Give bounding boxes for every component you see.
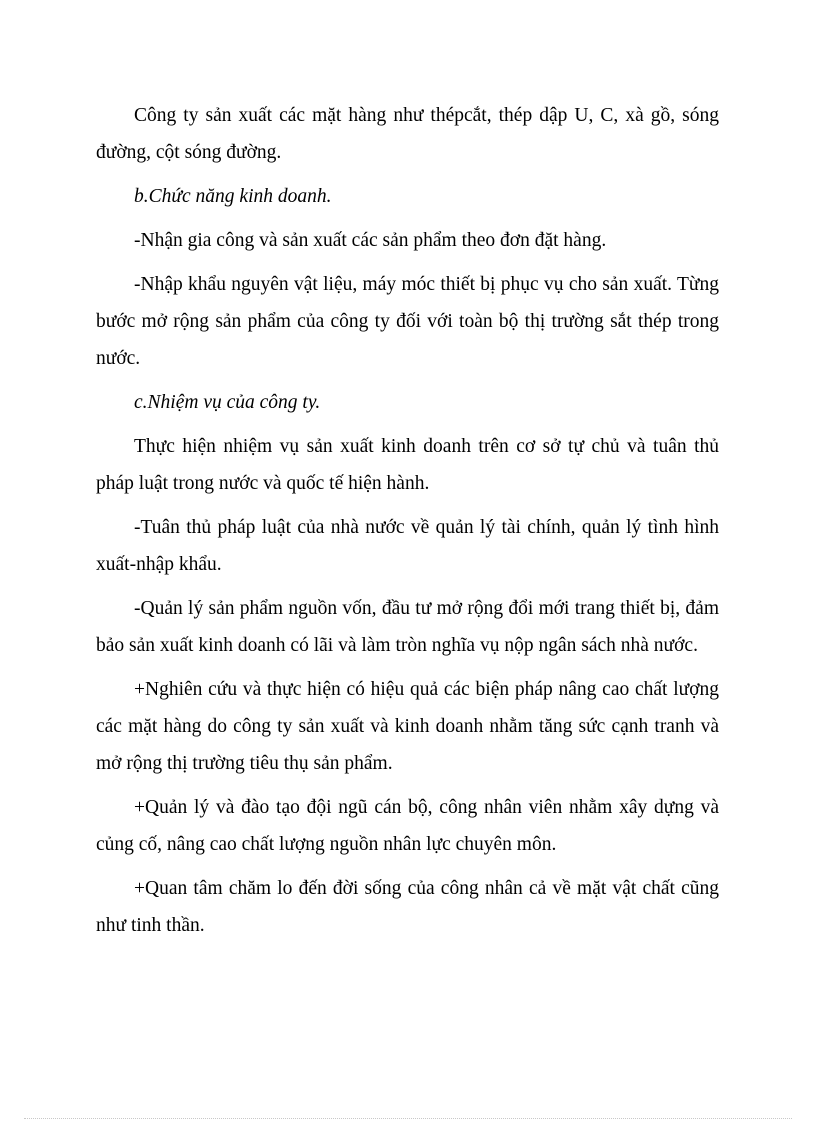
- paragraph-business-autonomy: Thực hiện nhiệm vụ sản xuất kinh doanh trên cơ sở tự chủ và tuân thủ pháp luật trong nước và quốc tế hiện hành.: [96, 436, 719, 494]
- paragraph-staff-training: +Quản lý và đào tạo đội ngũ cán bộ, công nhân viên nhằm xây dựng và củng cố, nâng cao chất lượng nguồn nhân lực chuyên môn.: [96, 797, 719, 855]
- heading-company-duties: c.Nhiệm vụ của công ty.: [134, 392, 321, 413]
- paragraph-quality-research: +Nghiên cứu và thực hiện có hiệu quả các biện pháp nâng cao chất lượng các mặt hàng do công ty sản xuất và kinh doanh nhằm tăng sức cạnh tranh và mở rộng thị trường tiêu thụ sản phẩm.: [96, 679, 719, 774]
- heading-business-functions: b.Chức năng kinh doanh.: [134, 186, 332, 207]
- document-body: [96, 97, 719, 951]
- paragraph-processing-orders: -Nhận gia công và sản xuất các sản phẩm theo đơn đặt hàng.: [134, 230, 607, 251]
- paragraph-legal-compliance: -Tuân thủ pháp luật của nhà nước về quản lý tài chính, quản lý tình hình xuất-nhập khẩu.: [96, 517, 719, 575]
- paragraph-import-materials: -Nhập khẩu nguyên vật liệu, máy móc thiết bị phục vụ cho sản xuất. Từng bước mở rộng sản phẩm của công ty đối với toàn bộ thị trường sắt thép trong nước.: [96, 274, 719, 369]
- page-bottom-divider: [24, 1118, 792, 1119]
- paragraph-products: Công ty sản xuất các mặt hàng như thépcắt, thép dập U, C, xà gồ, sóng đường, cột sóng đường.: [96, 105, 719, 163]
- paragraph-worker-welfare: +Quan tâm chăm lo đến đời sống của công nhân cả về mặt vật chất cũng như tinh thần.: [96, 878, 719, 936]
- paragraph-capital-management: -Quản lý sản phẩm nguồn vốn, đầu tư mở rộng đổi mới trang thiết bị, đảm bảo sản xuất kinh doanh có lãi và làm tròn nghĩa vụ nộp ngân sách nhà nước.: [96, 598, 719, 656]
